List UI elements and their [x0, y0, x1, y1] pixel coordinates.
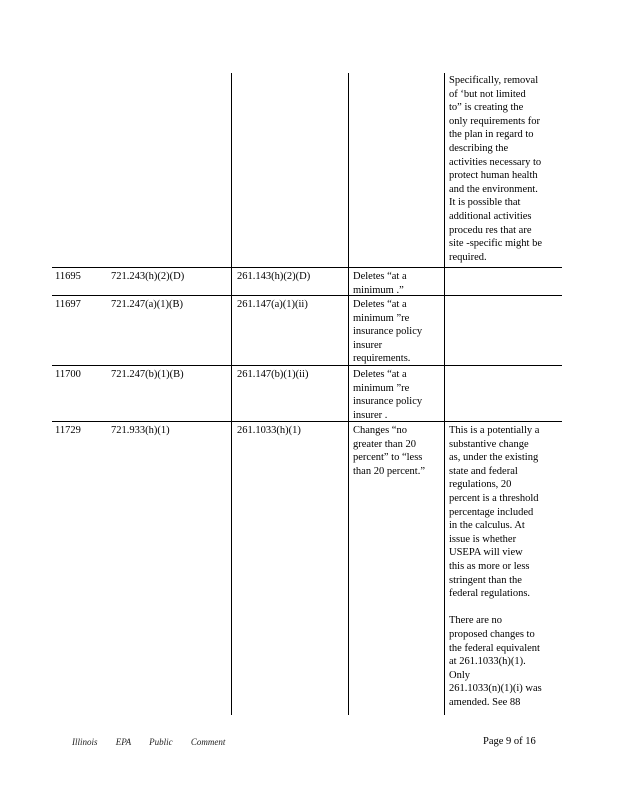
- illinois-section: 721.243(h)(2)(D): [111, 271, 185, 282]
- carried-over-comment: Specifically, removal of ‘but not limited to” is creating the only requirements for the plan in regard to describing the activities necessary to protect human health and the environment. It is possible that additional activities procedu res that are site -specific might be required.: [449, 75, 543, 263]
- line-number: 11700: [55, 369, 81, 380]
- row-rule: [52, 421, 562, 422]
- federal-section: 261.147(b)(1)(ii): [237, 369, 309, 380]
- column-rule: [348, 73, 349, 715]
- column-rule: [231, 73, 232, 715]
- column-rule: [444, 73, 445, 715]
- change-description: Deletes “at a minimum .”: [353, 271, 407, 296]
- line-number: 11729: [55, 425, 81, 436]
- page-number: Page 9 of 16: [483, 736, 536, 747]
- illinois-section: 721.247(b)(1)(B): [111, 369, 184, 380]
- footer-source: Illinois EPA Public Comment: [72, 737, 226, 747]
- line-number: 11695: [55, 271, 81, 282]
- row-rule: [52, 295, 562, 296]
- federal-section: 261.147(a)(1)(ii): [237, 299, 308, 310]
- line-number: 11697: [55, 299, 81, 310]
- illinois-section: 721.933(h)(1): [111, 425, 170, 436]
- row-rule: [52, 365, 562, 366]
- federal-section: 261.1033(h)(1): [237, 425, 301, 436]
- illinois-section: 721.247(a)(1)(B): [111, 299, 184, 310]
- change-description: Deletes “at a minimum ”re insurance policy insurer requirements.: [353, 299, 423, 365]
- federal-section: 261.143(h)(2)(D): [237, 271, 311, 282]
- change-description: Changes “no greater than 20 percent” to “less than 20 percent.”: [353, 425, 426, 477]
- comment-text: This is a potentially a substantive change as, under the existing state and federal regulations, 20 percent is a threshold percentage included in the calculus. At issue is whether USEPA will view this as more or less stringent than the federal regulations. There are no proposed changes to the federal equivalent at 261.1033(h)(1). Only 261.1033(n)(1)(i) was amended. See 88: [449, 425, 542, 708]
- change-description: Deletes “at a minimum ”re insurance policy insurer .: [353, 369, 423, 421]
- row-rule: [52, 267, 562, 268]
